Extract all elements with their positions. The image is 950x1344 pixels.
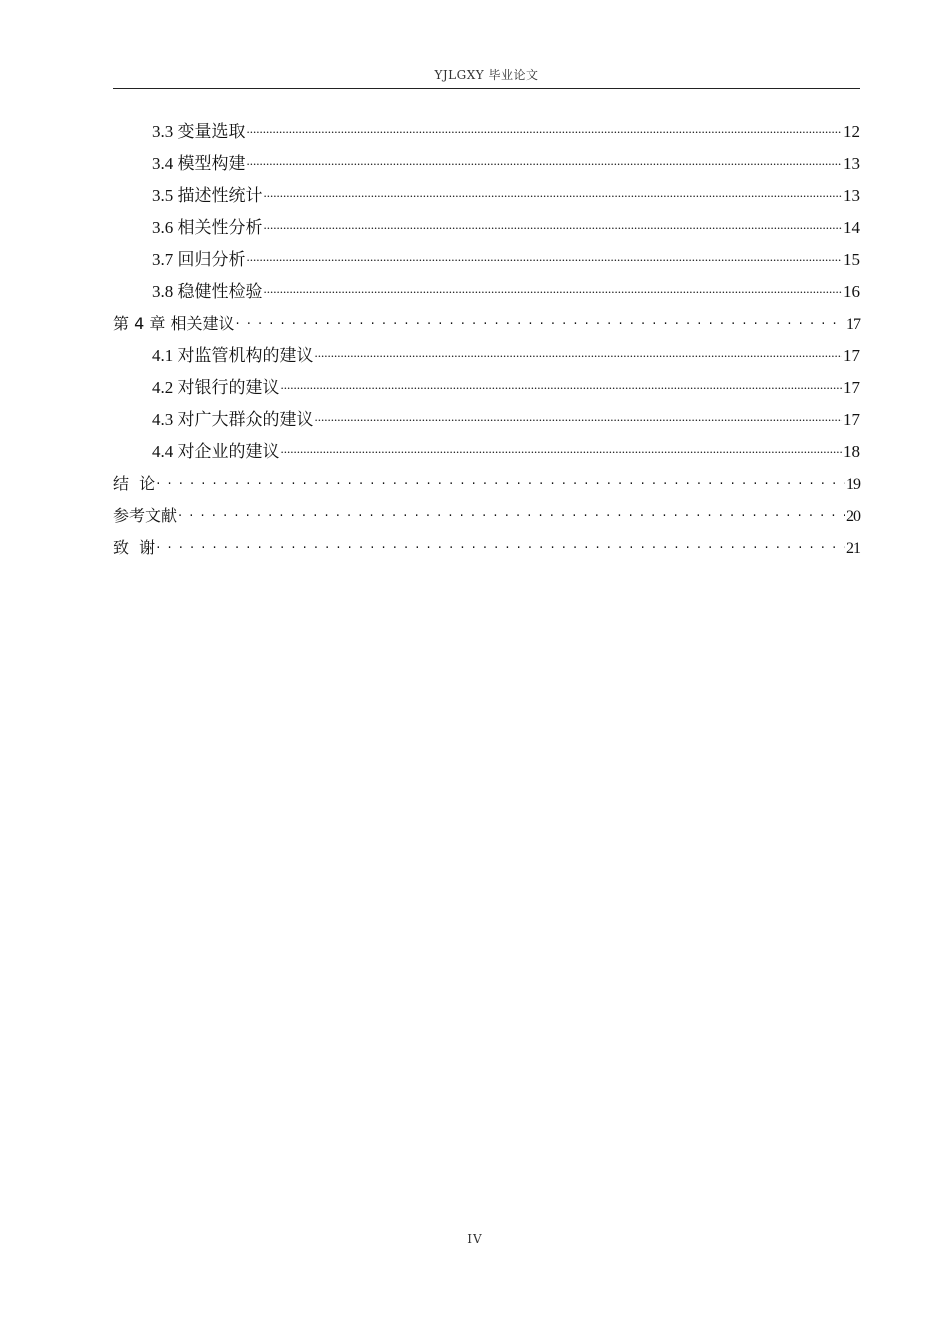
table-of-contents: [113, 116, 860, 564]
toc-entry-title: 参考文献: [113, 506, 178, 525]
toc-chapter-entry[interactable]: [113, 500, 860, 532]
toc-entry-page: 17: [843, 410, 860, 429]
toc-dot-leader: [264, 184, 843, 201]
toc-entry-title: 3.4 模型构建: [152, 154, 246, 173]
toc-entry-page: 18: [843, 442, 860, 461]
toc-entry-page: 19: [846, 476, 860, 493]
toc-entry[interactable]: [113, 212, 860, 244]
page-number: IV: [467, 1232, 483, 1246]
toc-entry-page: 12: [843, 122, 860, 141]
toc-entry-page: 17: [843, 346, 860, 365]
toc-dot-leader: [247, 152, 843, 169]
toc-entry-page: 17: [846, 316, 860, 333]
toc-dot-leader: [156, 537, 845, 553]
toc-chapter-entry[interactable]: [113, 468, 860, 500]
toc-entry-title: 4.3 对广大群众的建议: [152, 410, 314, 429]
toc-dot-leader: [156, 473, 845, 489]
toc-dot-leader: [281, 376, 843, 393]
toc-entry-title: 第 4 章 相关建议: [113, 314, 235, 333]
toc-entry-title: 3.6 相关性分析: [152, 218, 263, 237]
toc-entry[interactable]: [113, 372, 860, 404]
toc-dot-leader: [178, 505, 845, 521]
toc-entry-title: 3.8 稳健性检验: [152, 282, 263, 301]
toc-dot-leader: [247, 248, 843, 265]
toc-entry[interactable]: [113, 244, 860, 276]
toc-entry-page: 21: [846, 540, 860, 557]
toc-entry-title: 3.3 变量选取: [152, 122, 246, 141]
toc-entry-title: 4.1 对监管机构的建议: [152, 346, 314, 365]
toc-entry-page: 14: [843, 218, 860, 237]
toc-dot-leader: [281, 440, 843, 457]
toc-entry-title: 3.7 回归分析: [152, 250, 246, 269]
toc-dot-leader: [315, 408, 843, 425]
toc-entry[interactable]: [113, 436, 860, 468]
toc-dot-leader: [247, 120, 843, 137]
toc-entry-page: 13: [843, 154, 860, 173]
toc-entry[interactable]: [113, 404, 860, 436]
toc-entry-page: 17: [843, 378, 860, 397]
toc-entry-page: 20: [846, 508, 860, 525]
toc-dot-leader: [235, 313, 845, 329]
toc-entry-title: 4.4 对企业的建议: [152, 442, 280, 461]
toc-entry-title: 3.5 描述性统计: [152, 186, 263, 205]
toc-entry-page: 15: [843, 250, 860, 269]
toc-dot-leader: [315, 344, 843, 361]
toc-chapter-entry[interactable]: [113, 532, 860, 564]
toc-entry[interactable]: [113, 116, 860, 148]
toc-entry-title: 结 论: [113, 474, 156, 493]
toc-chapter-entry[interactable]: [113, 308, 860, 340]
toc-entry[interactable]: [113, 148, 860, 180]
toc-dot-leader: [264, 216, 843, 233]
toc-entry-page: 13: [843, 186, 860, 205]
toc-entry-page: 16: [843, 282, 860, 301]
toc-entry[interactable]: [113, 180, 860, 212]
page-header: YJLGXY 毕业论文: [113, 66, 860, 89]
toc-entry-title: 4.2 对银行的建议: [152, 378, 280, 397]
toc-entry-title: 致 谢: [113, 538, 156, 557]
toc-dot-leader: [264, 280, 843, 297]
toc-entry[interactable]: [113, 340, 860, 372]
toc-entry[interactable]: [113, 276, 860, 308]
